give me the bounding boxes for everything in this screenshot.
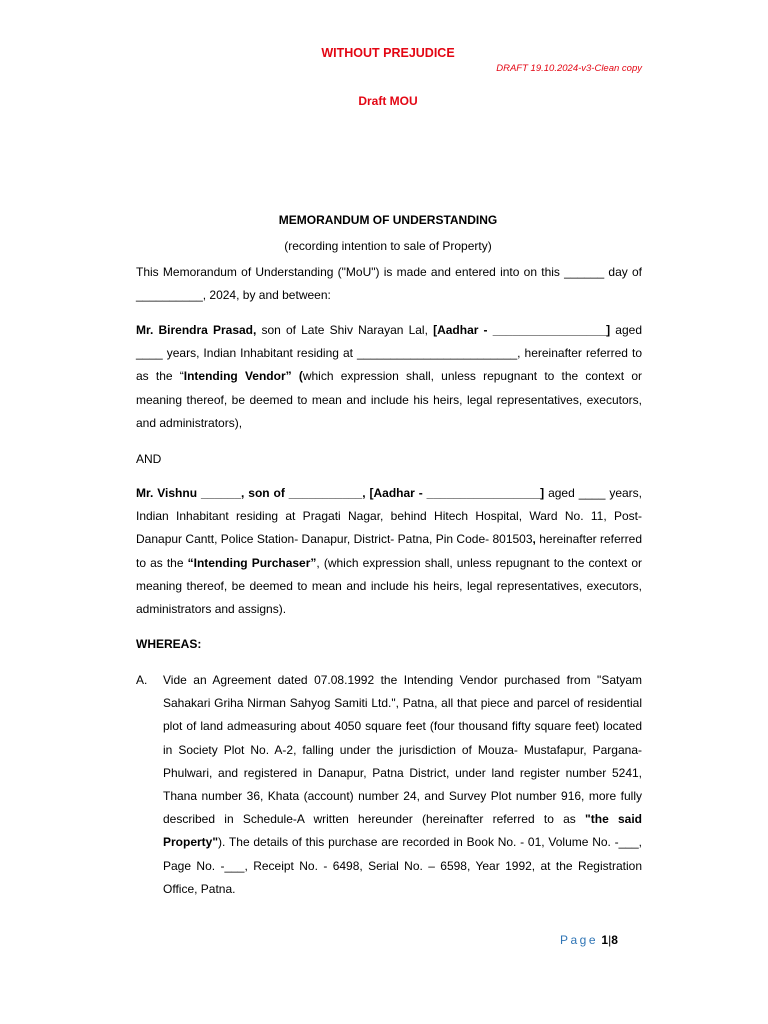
without-prejudice-heading: WITHOUT PREJUDICE <box>321 46 455 60</box>
page-total: 8 <box>611 933 618 947</box>
said-property-term: "the said Property" <box>163 812 642 850</box>
clause-a-letter: A. <box>136 673 148 687</box>
vendor-name: Mr. Birendra Prasad, <box>136 323 257 337</box>
vendor-text-2: aged ____ years, Indian Inhabitant residing at ________________________, hereinafter referred to as the “ <box>136 323 642 384</box>
draft-mou-heading: Draft MOU <box>358 94 418 108</box>
and-separator: AND <box>136 452 162 466</box>
vendor-text-3: which expression shall, unless repugnant to the context or meaning thereof, be deemed to mean and include his heirs, legal representatives, executors, and administrators), <box>136 369 642 430</box>
vendor-text-1: son of Late Shiv Narayan Lal, <box>256 323 434 337</box>
document-subtitle: (recording intention to sale of Property) <box>284 239 492 253</box>
draft-reference: DRAFT 19.10.2024-v3-Clean copy <box>496 63 642 74</box>
page-footer <box>560 933 618 947</box>
vendor-role: Intending Vendor” ( <box>183 369 303 384</box>
vendor-paragraph <box>136 319 642 435</box>
purchaser-name: Mr. Vishnu ______, son of ___________, [Aadhar - _________________] <box>136 486 545 500</box>
purchaser-text-2: hereinafter referred to as the <box>136 532 642 570</box>
purchaser-text-1: aged ____ years, Indian Inhabitant residing at Pragati Nagar, behind Hitech Hospital, Ward No. 11, Post- Danapur Cantt, Police Station- Danapur, District- Patna, Pin Code- 801503 <box>136 486 642 547</box>
clause-a-text-1: Vide an Agreement dated 07.08.1992 the Intending Vendor purchased from "Satyam Sahakari Griha Nirman Sahyog Samiti Ltd.", Patna, all that piece and parcel of residential plot of land admeasuring about 4050 square feet (four thousand fifty square feet) located in Society Plot No. A-2, falling under the jurisdiction of Mouza- Mustafapur, Pargana- Phulwari, and registered in Danapur, Patna District, under land register number 5241, Thana number 36, Khata (account) number 24, and Survey Plot number 916, more fully described in Schedule-A written hereunder (hereinafter referred to as <box>163 673 642 827</box>
purchaser-role: “Intending Purchaser” <box>187 555 317 570</box>
page-label: Page <box>560 933 599 947</box>
purchaser-paragraph <box>136 482 642 621</box>
clause-a-body <box>163 669 642 901</box>
clause-a-text-2: ). The details of this purchase are recorded in Book No. - 01, Volume No. -___, Page No. -___, Receipt No. - 6498, Serial No. – 6598, Year 1992, at the Registration Office, Patna. <box>163 835 642 896</box>
purchaser-text-3: , (which expression shall, unless repugnant to the context or meaning thereof, be deemed to mean and include his heirs, legal representatives, executors, administrators and assigns). <box>136 555 642 617</box>
whereas-label: WHEREAS: <box>136 637 202 651</box>
intro-paragraph: This Memorandum of Understanding ("MoU") is made and entered into on this ______ day of __________, 2024, by and between: <box>136 265 642 303</box>
document-title: MEMORANDUM OF UNDERSTANDING <box>278 213 498 227</box>
vendor-aadhar: [Aadhar - _________________] <box>433 323 611 337</box>
page-number: 1 <box>601 933 609 947</box>
page-separator: | <box>608 933 612 947</box>
purchaser-comma: , <box>532 532 536 547</box>
whereas-heading <box>136 633 642 656</box>
